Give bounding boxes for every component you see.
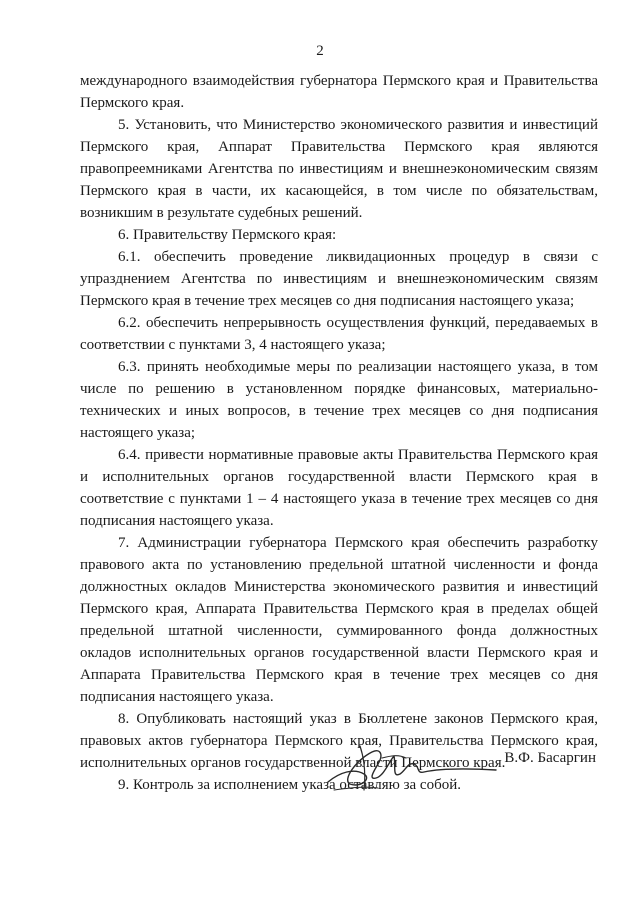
signature-icon xyxy=(320,738,500,798)
paragraph-item-8: 8. Опубликовать настоящий указ в Бюллетене законов Пермского края, правовых актов губернатора Пермского края, Правительства Пермского края, исполнительных органов государственной власти Пермского края. xyxy=(80,711,598,771)
paragraph-continuation: международного взаимодействия губернатора Пермского края и Правительства Пермского края. xyxy=(80,73,598,111)
paragraph-item-5: 5. Установить, что Министерство экономического развития и инвестиций Пермского края, Аппарат Правительства Пермского края являются правопреемниками Агентства по инвестициям и внешнеэкономическим связям Пермского края в части, их касающейся, в том числе по обязательствам, возникшим в результате судебных решений. xyxy=(80,117,598,221)
page-number: 2 xyxy=(316,43,324,59)
paragraph-item-6-4: 6.4. привести нормативные правовые акты Правительства Пермского края и исполнительных органов государственной власти Пермского края в соответствие с пунктами 1 – 4 настоящего указа в течение трех месяцев со дня подписания настоящего указа. xyxy=(80,447,598,529)
paragraph-item-6-2: 6.2. обеспечить непрерывность осуществления функций, передаваемых в соответствии с пунктами 3, 4 настоящего указа; xyxy=(80,315,598,353)
signer-name: В.Ф. Басаргин xyxy=(504,750,596,766)
handwritten-signature xyxy=(320,738,500,798)
paragraph-item-6-3: 6.3. принять необходимые меры по реализации настоящего указа, в том числе по решению в установленном порядке финансовых, материально-технических и иных вопросов, в течение трех месяцев со дня подписания настоящего указа; xyxy=(80,359,598,441)
paragraph-item-6-1: 6.1. обеспечить проведение ликвидационных процедур в связи с упразднением Агентства по инвестициям и внешнеэкономическим связям Пермского края в течение трех месяцев со дня подписания настоящего указа; xyxy=(80,249,598,309)
paragraph-item-9: 9. Контроль за исполнением указа оставляю за собой. xyxy=(118,777,461,793)
paragraph-item-6: 6. Правительству Пермского края: xyxy=(118,227,337,243)
paragraph-item-7: 7. Администрации губернатора Пермского края обеспечить разработку правового акта по установлению предельной штатной численности и фонда должностных окладов Министерства экономического развития и инвестиций Пермского края, Аппарата Правительства Пермского края в пределах общей предельной штатной численности, суммированного фонда должностных окладов исполнительных органов государственной власти Пермского края и Аппарата Правительства Пермского края в течение трех месяцев со дня подписания настоящего указа. xyxy=(80,535,598,705)
decree-body xyxy=(80,70,598,796)
